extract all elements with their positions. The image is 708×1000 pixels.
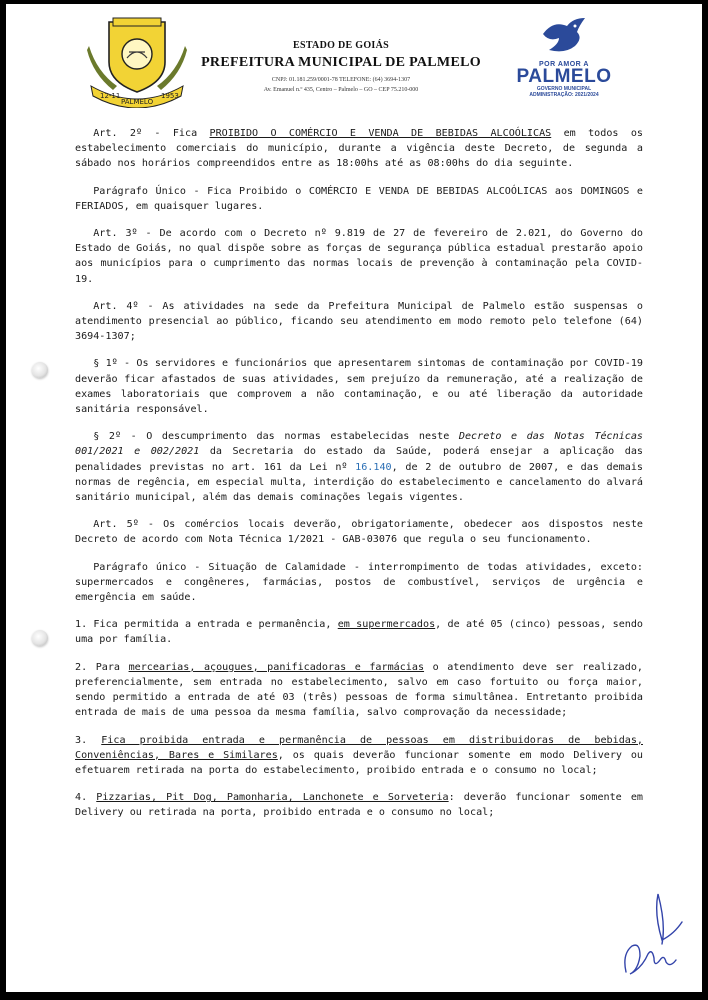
article-4: Art. 4º - As atividades na sede da Prefeitura Municipal de Palmelo estão suspensas o atendimento presencial ao público, ficando seu atendimento em modo remoto pelo telefone (64) 3694-1307; [75, 300, 643, 343]
article-2: Art. 2º - Fica PROIBIDO O COMÉRCIO E VENDA DE BEBIDAS ALCOÓLICAS em todos os estabelecimento comerciais do município, durante a vigência deste Decreto, de segunda a sábado nos horários compreendidos entre as 18:00hs até as 08:00hs do dia seguinte. [75, 128, 643, 170]
decree-body [75, 126, 643, 833]
state-name: ESTADO DE GOIÁS [292, 40, 389, 51]
underlined-text: PROIBIDO O COMÉRCIO E VENDA DE BEBIDAS ALCOÓLICAS [209, 128, 552, 139]
brand-name: PALMELO [516, 66, 612, 87]
list-item-3: 3. Fica proibida entrada e permanência de pessoas em distribuidoras de bebidas, Conveniências, Bares e Similares, os quais deverão funcionar somente em modo Delivery ou efetuarem retirada na porta do estabelecimento, proibido entrada e o consumo no local; [75, 734, 644, 776]
article-4-section-1: § 1º - Os servidores e funcionários que apresentarem sintomas de contaminação por COVID-19 deverão ficar afastados de suas atividades, sem prejuízo da remuneração, até a realização de exames laboratoriais que comprovem a não contaminação, e ou até liberação da autoridade sanitária responsável. [75, 358, 643, 416]
brand-tagline: POR AMOR A [539, 61, 589, 68]
prefecture-title: PREFEITURA MUNICIPAL DE PALMELO [201, 55, 481, 70]
brand-subtitle-1: GOVERNO MUNICIPAL [536, 86, 592, 92]
crest-year-right: 1953 [161, 92, 179, 100]
list-item-1: 1. Fica permitida a entrada e permanência, em supermercados, de até 05 (cinco) pessoas, sendo uma por família. [75, 619, 644, 646]
article-5: Art. 5º - Os comércios locais deverão, obrigatoriamente, obedecer aos dispostos neste Decreto de acordo com Nota Técnica 1/2021 - GAB-03076 que regula o seu funcionamento. [75, 519, 643, 546]
punch-hole [32, 362, 48, 378]
letterhead [196, 40, 486, 93]
address-line: Av. Emanuel n.º 435, Centro – Palmelo – GO – CEP 75.210-000 [263, 87, 419, 93]
crest-year-left: 12-11 [100, 92, 121, 100]
por-amor-a-palmelo-logo [504, 16, 624, 108]
article-2-paragraph: Parágrafo Único - Fica Proibido o COMÉRCIO E VENDA DE BEBIDAS ALCOÓLICAS aos DOMINGOS e FERIADOS, em quaisquer lugares. [75, 185, 643, 212]
article-4-section-2: § 2º - O descumprimento das normas estabelecidas neste Decreto e das Notas Técnicas 001/2021 e 002/2021 da Secretaria do estado da Saúde, poderá ensejar a aplicação das penalidades previstas no art. 161 da Lei nº 16.140, de 2 de outubro de 2007, e das demais normas de regência, em especial multa, interdição do estabelecimento e cancelamento do alvará sanitário municipal, além das demais cominações legais vigentes. [75, 431, 644, 504]
brand-subtitle-2: ADMINISTRAÇÃO: 2021/2024 [529, 92, 599, 98]
list-item-2: 2. Para mercearias, açougues, panificadoras e farmácias o atendimento deve ser realizado, preferencialmente, sem entrada no estabelecimento, salvo em caso fortuito ou força maior, sendo permitido a entrada de até 03 (três) pessoas de forma simultânea. Entretanto proibida entrada de mais de uma pessoa da mesma família, salvo comprovação da necessidade; [75, 661, 643, 719]
palmelo-crest-logo [83, 16, 191, 108]
punch-hole [32, 630, 48, 646]
article-3: Art. 3º - De acordo com o Decreto nº 9.819 de 27 de fevereiro de 2.021, do Governo do Estado de Goiás, no qual dispõe sobre as forças de segurança pública estadual prestarão apoio aos municípios para o cumprimento das normas locais de prevenção à contaminação pela COVID-19. [75, 228, 643, 285]
list-item-4: 4. Pizzarias, Pit Dog, Pamonharia, Lanchonete e Sorveteria: deverão funcionar somente em Delivery ou retirada na porta, proibido entrada e o consumo no local; [75, 792, 644, 819]
contact-line: CNPJ: 01.181.259/0001-78 TELEFONE: (64) 3694-1307 [271, 77, 411, 83]
law-link[interactable]: 16.140 [355, 461, 392, 473]
document-page [6, 4, 702, 992]
dove-icon [539, 16, 589, 56]
handwritten-signature [618, 884, 688, 984]
article-5-paragraph: Parágrafo único - Situação de Calamidade - interrompimento de todas atividades, exceto: supermercados e congêneres, farmácias, postos de combustível, serviços de urgência e emergência em saúde. [75, 561, 643, 604]
crest-name: PALMELO [121, 98, 154, 106]
